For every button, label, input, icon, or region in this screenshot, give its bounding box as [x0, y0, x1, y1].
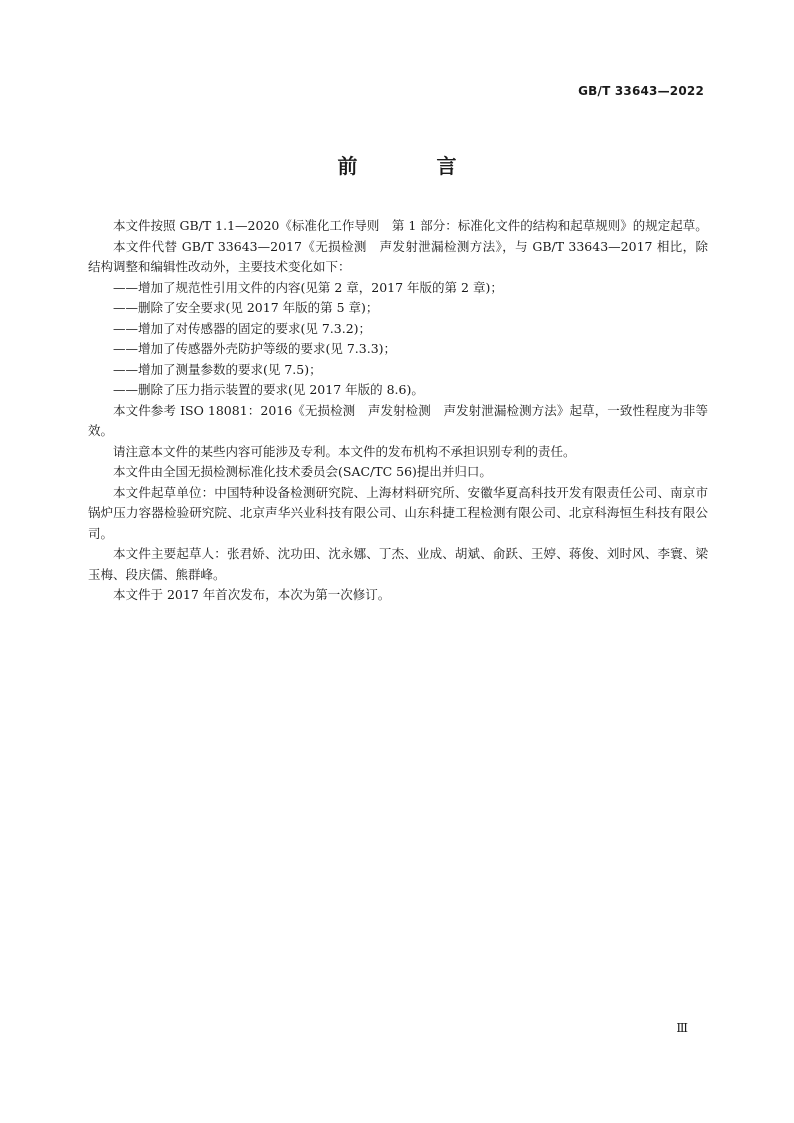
- change-item: ——增加了传感器外壳防护等级的要求(见 7.3.3)；: [113, 341, 397, 356]
- paragraph-proposer: 本文件由全国无损检测标准化技术委员会(SAC/TC 56)提出并归口。: [113, 464, 492, 479]
- paragraph-reference: 本文件参考 ISO 18081：2016《无损检测 声发射检测 声发射泄漏检测方法》起草，一致性程度为非等效。: [88, 402, 708, 438]
- paragraph-drafting-units: 本文件起草单位：中国特种设备检测研究院、上海材料研究所、安徽华夏高科技开发有限责任公司、南京市锅炉压力容器检验研究院、北京声华兴业科技有限公司、山东科捷工程检测有限公司、北京科海恒生科技有限公司。: [88, 484, 708, 541]
- change-item: ——删除了安全要求(见 2017 年版的第 5 章)；: [113, 300, 379, 315]
- paragraph-patent-notice: 请注意本文件的某些内容可能涉及专利。本文件的发布机构不承担识别专利的责任。: [113, 443, 576, 459]
- paragraph-replacement: 本文件代替 GB/T 33643—2017《无损检测 声发射泄漏检测方法》，与 GB/T 33643—2017 相比，除结构调整和编辑性改动外，主要技术变化如下：: [88, 238, 708, 274]
- foreword-body: [88, 216, 708, 606]
- paragraph-drafters: 本文件主要起草人：张君娇、沈功田、沈永娜、丁杰、业成、胡斌、俞跃、王婷、蒋俊、刘时风、李寰、梁玉梅、段庆儒、熊群峰。: [88, 546, 708, 582]
- standard-code: GB/T 33643—2022: [578, 84, 704, 98]
- paragraph-history: 本文件于 2017 年首次发布，本次为第一次修订。: [113, 587, 391, 602]
- change-item: ——增加了对传感器的固定的要求(见 7.3.2)；: [113, 320, 372, 336]
- change-item: ——增加了规范性引用文件的内容(见第 2 章，2017 年版的第 2 章)；: [113, 279, 503, 295]
- page-title: 前 言: [337, 154, 493, 178]
- change-item: ——增加了测量参数的要求(见 7.5)；: [113, 361, 322, 377]
- paragraph-drafting-basis: 本文件按照 GB/T 1.1—2020《标准化工作导则 第 1 部分：标准化文件的结构和起草规则》的规定起草。: [113, 218, 708, 233]
- change-item: ——删除了压力指示装置的要求(见 2017 年版的 8.6)。: [113, 382, 424, 397]
- page-number: Ⅲ: [676, 1021, 688, 1035]
